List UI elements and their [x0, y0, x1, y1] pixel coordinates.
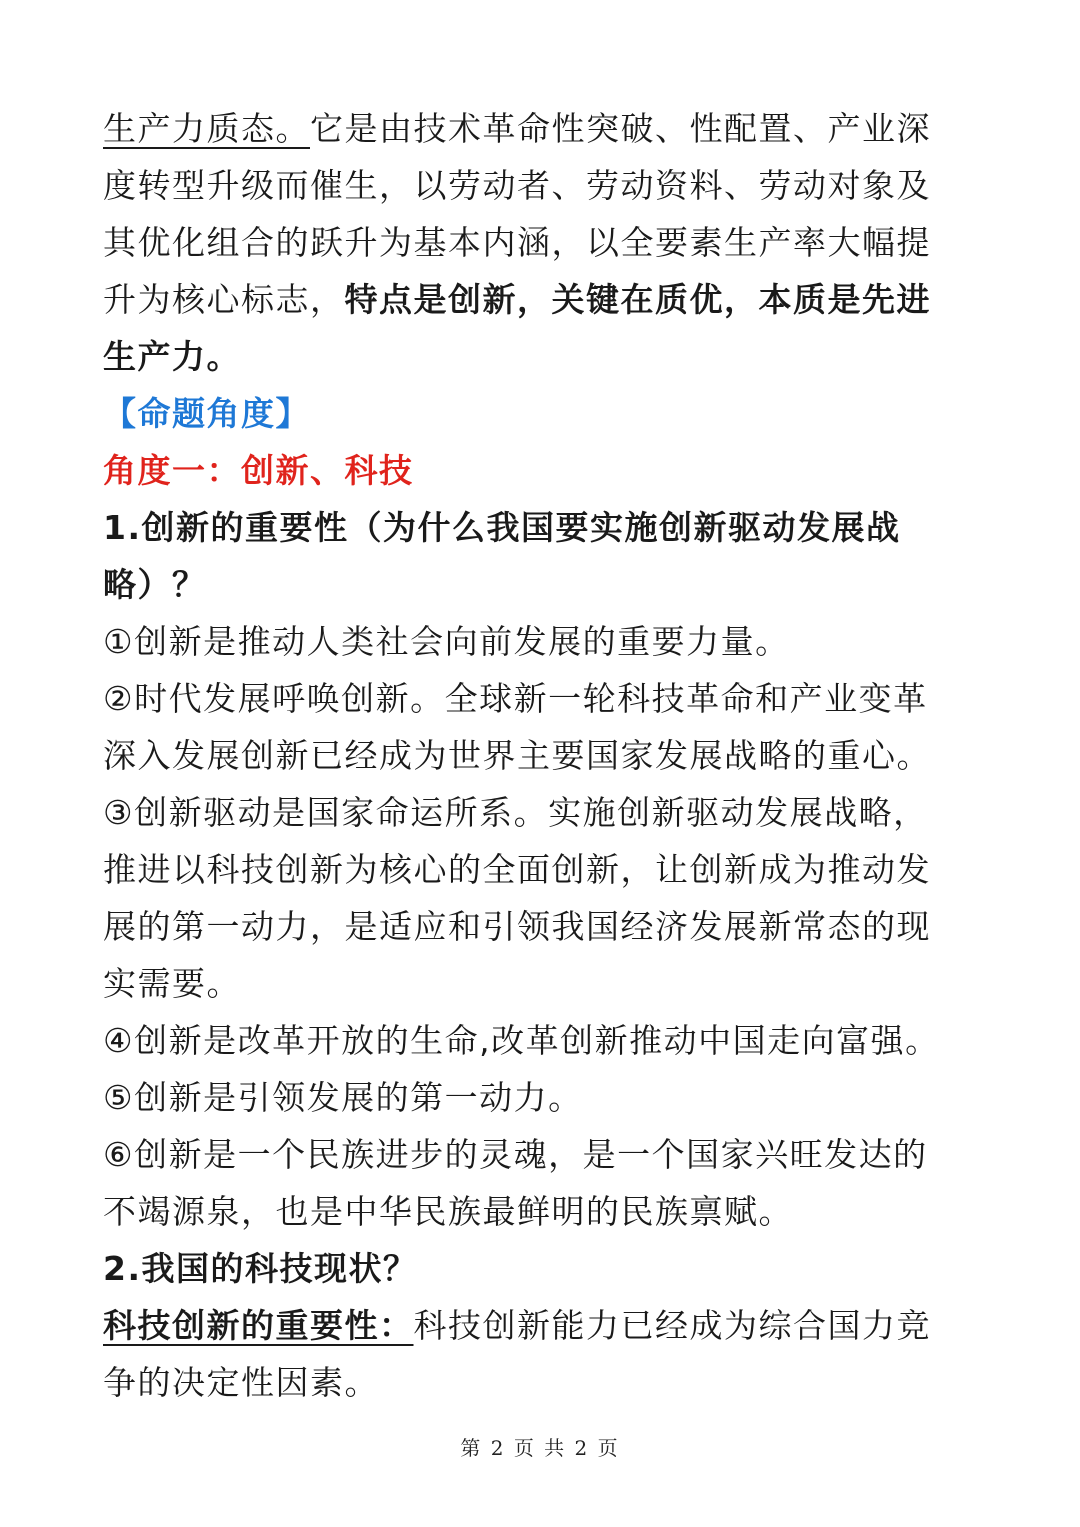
- intro-underlined-term: 生产力质态。: [103, 109, 310, 148]
- point-6-line-1: ⑥创新是一个民族进步的灵魂，是一个国家兴旺发达的: [103, 1135, 928, 1174]
- intro-text: 它是由技术革命性突破、性配置、产业深: [310, 109, 931, 148]
- intro-line-1: [103, 100, 977, 157]
- q2-text: 科技创新能力已经成为综合国力竞: [413, 1306, 931, 1345]
- point-6-line-2: 不竭源泉，也是中华民族最鲜明的民族禀赋。: [103, 1192, 793, 1231]
- point-3-line-4: 实需要。: [103, 964, 241, 1003]
- question-2-title: 2.我国的科技现状？: [103, 1249, 418, 1288]
- point-5: ⑤创新是引领发展的第一动力。: [103, 1078, 583, 1117]
- point-2-line-1: ②时代发展呼唤创新。全球新一轮科技革命和产业变革: [103, 679, 928, 718]
- point-1: ①创新是推动人类社会向前发展的重要力量。: [103, 622, 790, 661]
- q2-underlined-term: 科技创新的重要性：: [103, 1306, 414, 1345]
- question-1-title-line-1: 1.创新的重要性（为什么我国要实施创新驱动发展战: [103, 508, 901, 547]
- question-1-title-line-2: 略）？: [103, 565, 207, 604]
- intro-line-4: [103, 271, 977, 328]
- point-3-line-3: 展的第一动力，是适应和引领我国经济发展新常态的现: [103, 907, 931, 946]
- q2-line-1: [103, 1297, 977, 1354]
- intro-text: 升为核心标志，: [103, 280, 345, 319]
- document-body: [103, 100, 977, 1411]
- point-2-line-2: 深入发展创新已经成为世界主要国家发展战略的重心。: [103, 736, 931, 775]
- point-3-line-2: 推进以科技创新为核心的全面创新，让创新成为推动发: [103, 850, 931, 889]
- intro-line-3: 其优化组合的跃升为基本内涵，以全要素生产率大幅提: [103, 223, 931, 262]
- angle-one-heading: 角度一：创新、科技: [103, 451, 414, 490]
- page-footer: 第 2 页 共 2 页: [460, 1436, 620, 1460]
- point-3-line-1: ③创新驱动是国家命运所系。实施创新驱动发展战略，: [103, 793, 928, 832]
- intro-line-2: 度转型升级而催生，以劳动者、劳动资料、劳动对象及: [103, 166, 931, 205]
- section-label: 【命题角度】: [103, 394, 310, 433]
- intro-line-5: 生产力。: [103, 337, 241, 376]
- point-4: ④创新是改革开放的生命,改革创新推动中国走向富强。: [103, 1021, 940, 1060]
- q2-line-2: 争的决定性因素。: [103, 1363, 379, 1402]
- intro-bold-text: 特点是创新，关键在质优，本质是先进: [344, 280, 931, 319]
